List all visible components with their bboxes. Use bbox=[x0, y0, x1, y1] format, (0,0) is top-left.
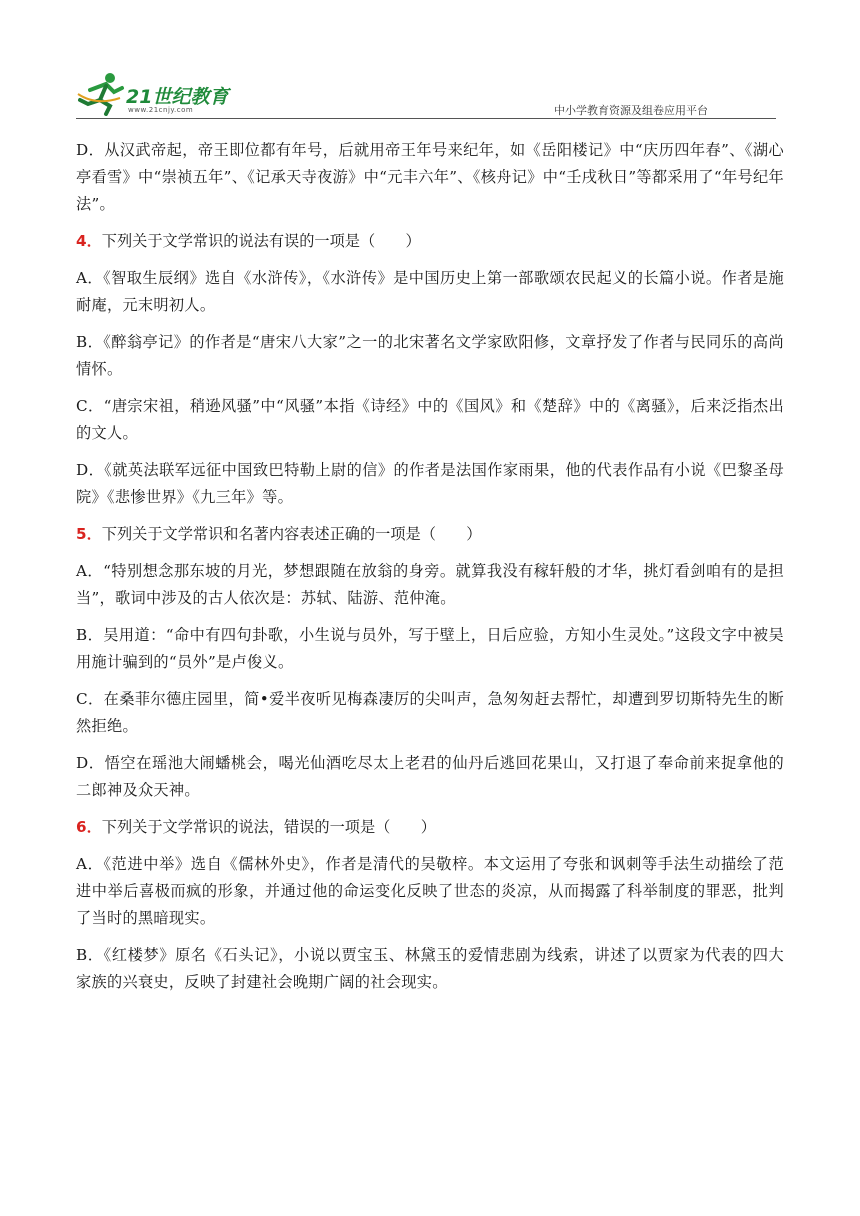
question-4 bbox=[76, 228, 784, 255]
logo-url: www.21cnjy.com bbox=[128, 106, 194, 114]
question-number: 5． bbox=[76, 525, 102, 543]
logo-text: 21世纪教育 bbox=[126, 86, 229, 108]
option-paragraph: A．《智取生辰纲》选自《水浒传》，《水浒传》是中国历史上第一部歌颂农民起义的长篇小说。作者是施耐庵，元末明初人。 bbox=[76, 269, 784, 314]
question-text: 下列关于文学常识的说法，错误的一项是（ ） bbox=[101, 818, 436, 836]
question-6 bbox=[76, 814, 784, 841]
option-paragraph: B．《醉翁亭记》的作者是“唐宋八大家”之一的北宋著名文学家欧阳修，文章抒发了作者与民同乐的高尚情怀。 bbox=[76, 333, 784, 378]
runner-logo-icon bbox=[76, 70, 126, 116]
question-number: 6． bbox=[76, 818, 102, 836]
question-number: 4． bbox=[76, 232, 102, 250]
option-paragraph: D．《就英法联军远征中国致巴特勒上尉的信》的作者是法国作家雨果，他的代表作品有小说《巴黎圣母院》《悲惨世界》《九三年》等。 bbox=[76, 461, 784, 506]
question-5 bbox=[76, 521, 784, 548]
question-text: 下列关于文学常识和名著内容表述正确的一项是（ ） bbox=[101, 525, 482, 543]
option-paragraph: D．从汉武帝起，帝王即位都有年号，后就用帝王年号来纪年，如《岳阳楼记》中“庆历四年春”、《湖心亭看雪》中“崇祯五年”、《记承天寺夜游》中“元丰六年”、《核舟记》中“壬戌秋日”等都采用了“年号纪年法”。 bbox=[76, 141, 784, 213]
option-paragraph: B．《红楼梦》原名《石头记》，小说以贾宝玉、林黛玉的爱情悲剧为线索，讲述了以贾家为代表的四大家族的兴衰史，反映了封建社会晚期广阔的社会现实。 bbox=[76, 946, 784, 991]
platform-name: 中小学教育资源及组卷应用平台 bbox=[554, 104, 708, 117]
document-body bbox=[76, 137, 784, 1006]
option-paragraph: C．“唐宗宋祖，稍逊风骚”中“风骚”本指《诗经》中的《国风》和《楚辞》中的《离骚》，后来泛指杰出的文人。 bbox=[76, 397, 784, 442]
question-text: 下列关于文学常识的说法有误的一项是（ ） bbox=[101, 232, 421, 250]
logo bbox=[76, 70, 246, 120]
page-header bbox=[76, 70, 776, 120]
option-paragraph: D．悟空在瑶池大闹蟠桃会，喝光仙酒吃尽太上老君的仙丹后逃回花果山，又打退了奉命前来捉拿他的二郎神及众天神。 bbox=[76, 754, 784, 799]
option-paragraph: C．在桑菲尔德庄园里，简•爱半夜听见梅森凄厉的尖叫声，急匆匆赶去帮忙，却遭到罗切斯特先生的断然拒绝。 bbox=[76, 690, 784, 735]
header-divider bbox=[76, 118, 776, 119]
option-paragraph: A．“特别想念那东坡的月光，梦想跟随在放翁的身旁。就算我没有稼轩般的才华，挑灯看剑咱有的是担当”，歌词中涉及的古人依次是：苏轼、陆游、范仲淹。 bbox=[76, 562, 784, 607]
option-paragraph: A．《范进中举》选自《儒林外史》，作者是清代的吴敬梓。本文运用了夸张和讽刺等手法生动描绘了范进中举后喜极而疯的形象，并通过他的命运变化反映了世态的炎凉，从而揭露了科举制度的罪恶，批判了当时的黑暗现实。 bbox=[76, 855, 784, 927]
option-paragraph: B．吴用道：“命中有四句卦歌，小生说与员外，写于壁上，日后应验，方知小生灵处。”这段文字中被吴用施计骗到的“员外”是卢俊义。 bbox=[76, 626, 784, 671]
